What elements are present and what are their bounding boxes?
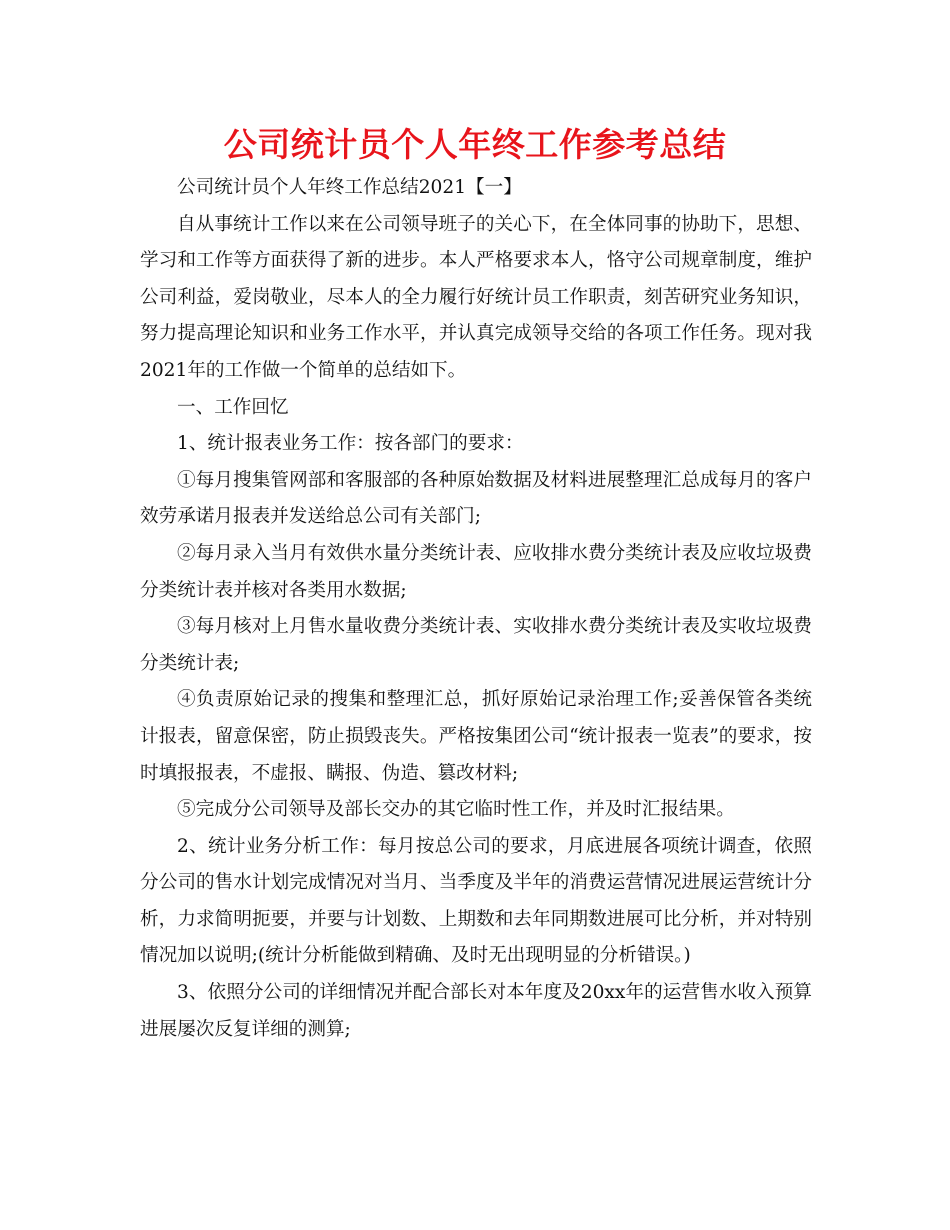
list-item-3: ③每月核对上月售水量收费分类统计表、实收排水费分类统计表及实收垃圾费分类统计表;: [140, 616, 812, 674]
document-body: [140, 170, 812, 1048]
paragraph-intro: 自从事统计工作以来在公司领导班子的关心下，在全体同事的协助下，思想、学习和工作等方面获得了新的进步。本人严格要求本人，恪守公司规章制度，维护公司利益，爱岗敬业，尽本人的全力履行好统计员工作职责，刻苦研究业务知识，努力提高理论知识和业务工作水平，并认真完成领导交给的各项工作任务。现对我2021年的工作做一个简单的总结如下。: [140, 213, 812, 381]
section-heading-review: 一、工作回忆: [177, 396, 289, 418]
document-title: 公司统计员个人年终工作参考总结: [223, 125, 727, 164]
paragraph-budget-work: 3、依照分公司的详细情况并配合部长对本年度及20xx年的运营售水收入预算进展屡次反复详细的测算;: [140, 982, 812, 1040]
paragraph-subtitle: 公司统计员个人年终工作总结2021【一】: [177, 177, 522, 198]
list-item-5: ⑤完成分公司领导及部长交办的其它临时性工作，并及时汇报结果。: [177, 799, 735, 821]
list-item-1: ①每月搜集管网部和客服部的各种原始数据及材料进展整理汇总成每月的客户效劳承诺月报表并发送给总公司有关部门;: [140, 469, 812, 528]
list-item-2: ②每月录入当月有效供水量分类统计表、应收排水费分类统计表及应收垃圾费分类统计表并核对各类用水数据;: [140, 542, 812, 601]
paragraph-analysis-work: 2、统计业务分析工作：每月按总公司的要求，月底进展各项统计调查，依照分公司的售水计划完成情况对当月、当季度及半年的消费运营情况进展运营统计分析，力求简明扼要，并要与计划数、上期数和去年同期数进展可比分析，并对特别情况加以说明;(统计分析能做到精确、及时无出现明显的分析错误。): [140, 835, 812, 967]
paragraph-report-work: 1、统计报表业务工作：按各部门的要求：: [177, 433, 524, 455]
list-item-4: ④负责原始记录的搜集和整理汇总，抓好原始记录治理工作;妥善保管各类统计报表，留意保密，防止损毁丧失。严格按集团公司“统计报表一览表”的要求，按时填报报表，不虚报、瞒报、伪造、篡改材料;: [140, 689, 812, 784]
